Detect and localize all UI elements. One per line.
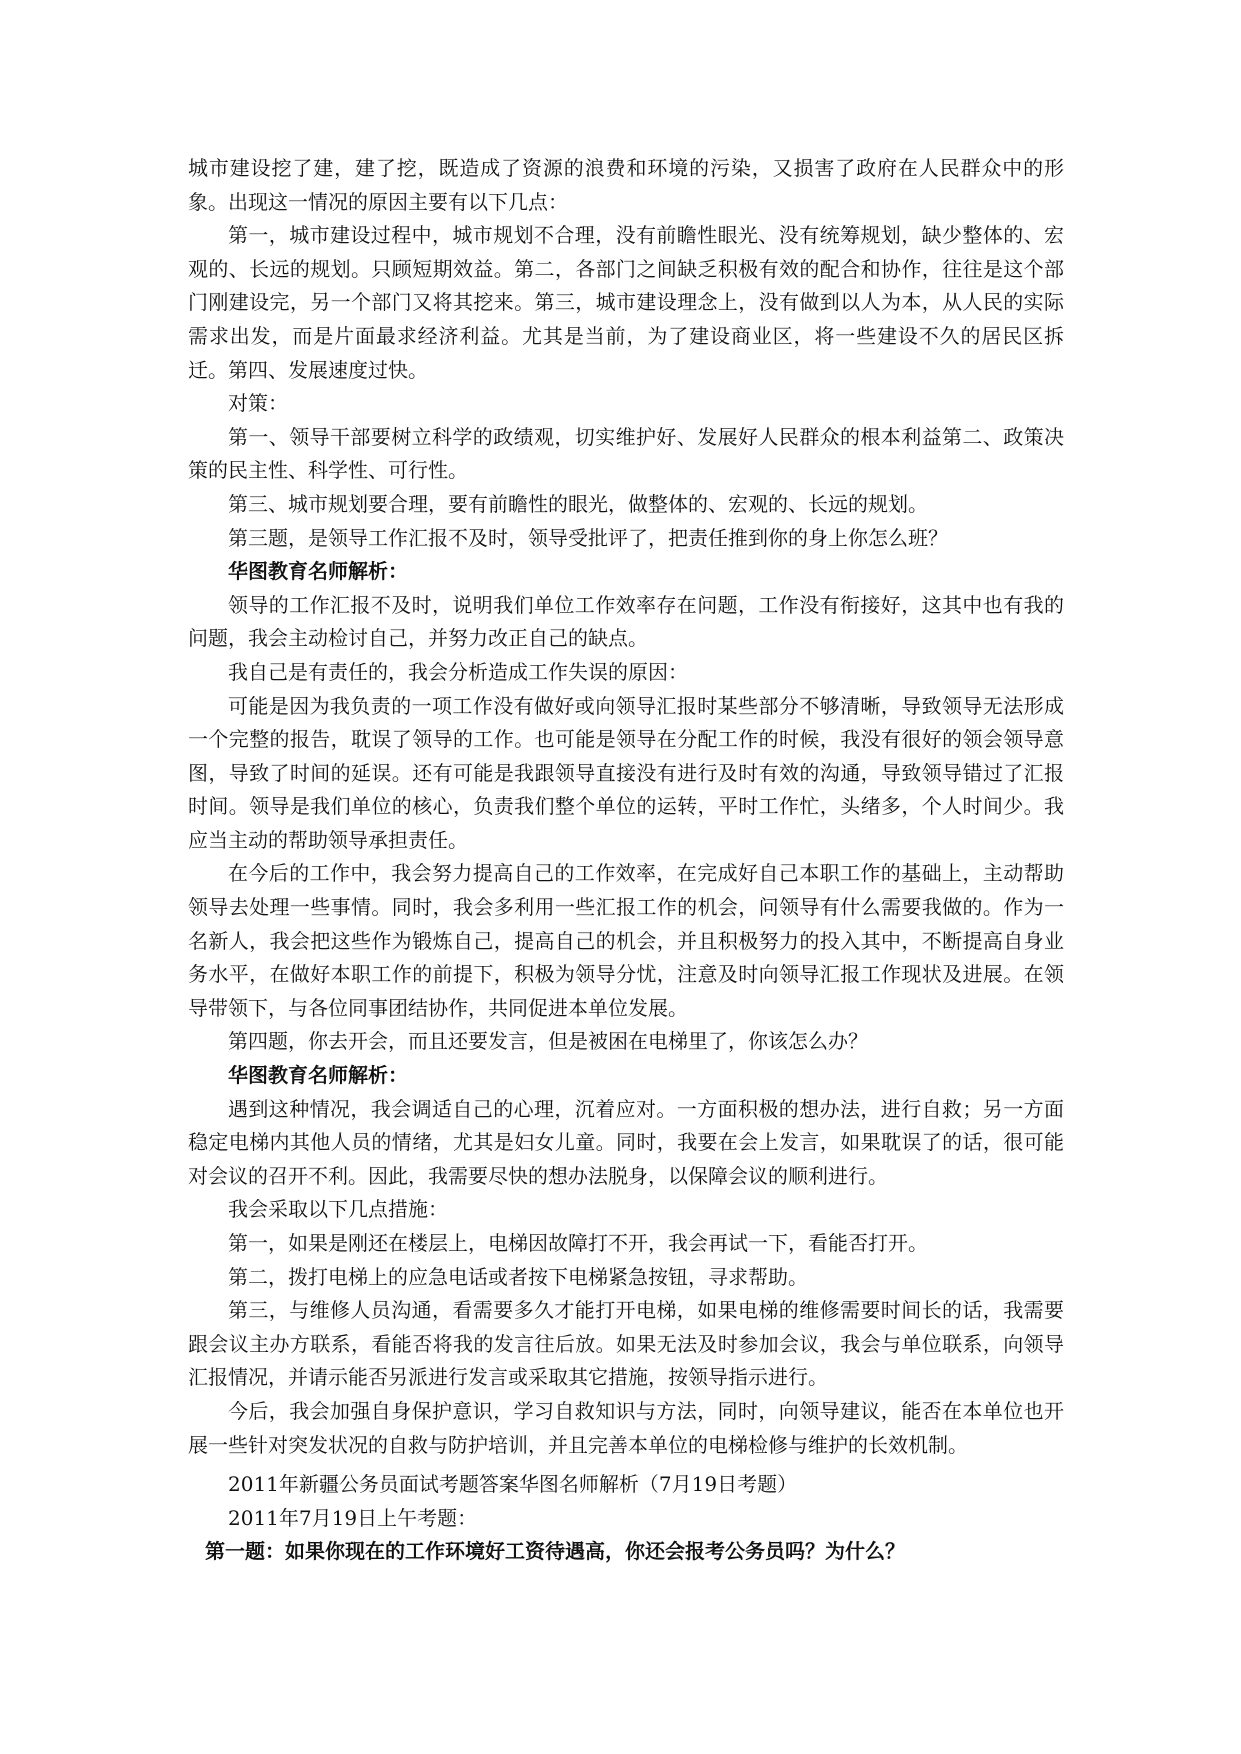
question-3: 第三题，是领导工作汇报不及时，领导受批评了，把责任推到你的身上你怎么班？ [228,525,948,550]
paragraph-2: 第一，城市建设过程中，城市规划不合理，没有前瞻性眼光、没有统筹规划，缺少整体的、宏观的、长远的规划。只顾短期效益。第二，各部门之间缺乏积极有效的配合和协作，往往是这个部门刚建设完，另一个部门又将其挖来。第三，城市建设理念上，没有做到以人为本，从人民的实际需求出发，而是片面最求经济利益。尤其是当前，为了建设商业区，将一些建设不久的居民区拆迁。第四、发展速度过快。 [188,223,1064,382]
paragraph-16: 第一，如果是刚还在楼层上，电梯因故障打不开，我会再试一下，看能否打开。 [228,1231,928,1255]
analysis-heading-2: 华图教育名师解析： [228,1063,408,1088]
analysis-heading-1: 华图教育名师解析： [228,559,408,584]
paragraph-1: 城市建设挖了建，建了挖，既造成了资源的浪费和环境的污染，又损害了政府在人民群众中的形象。出现这一情况的原因主要有以下几点： [188,156,1064,214]
paragraph-3: 对策： [228,391,288,416]
paragraph-4: 第一、领导干部要树立科学的政绩观，切实维护好、发展好人民群众的根本利益第二、政策决策的民主性、科学性、可行性。 [188,424,1064,483]
paragraph-10: 可能是因为我负责的一项工作没有做好或向领导汇报时某些部分不够清晰，导致领导无法形成一个完整的报告，耽误了领导的工作。也可能是领导在分配工作的时候，我没有很好的领会领导意图，导致了时间的延误。还有可能是我跟领导直接没有进行及时有效的沟通，导致领导错过了汇报时间。领导是我们单位的核心，负责我们整个单位的运转，平时工作忙，头绪多，个人时间少。我应当主动的帮助领导承担责任。 [188,693,1064,852]
paragraph-8: 领导的工作汇报不及时，说明我们单位工作效率存在问题，工作没有衔接好，这其中也有我的问题，我会主动检讨自己，并努力改正自己的缺点。 [188,592,1064,651]
document-page [188,152,1064,1569]
question-4: 第四题，你去开会，而且还要发言，但是被困在电梯里了，你该怎么办？ [228,1029,868,1054]
question-1-heading: 第一题：如果你现在的工作环境好工资待遇高，你还会报考公务员吗？为什么？ [205,1539,905,1564]
paragraph-18: 第三，与维修人员沟通，看需要多久才能打开电梯，如果电梯的维修需要时间长的话，我需要跟会议主办方联系，看能否将我的发言往后放。如果无法及时参加会议，我会与单位联系，向领导汇报情况，并请示能否另派进行发言或采取其它措施，按领导指示进行。 [188,1298,1064,1390]
paragraph-17: 第二，拨打电梯上的应急电话或者按下电梯紧急按钮，寻求帮助。 [228,1264,808,1289]
exam-date-line: 2011年7月19日上午考题： [228,1505,478,1530]
paragraph-5: 第三、城市规划要合理，要有前瞻性的眼光，做整体的、宏观的、长远的规划。 [228,491,928,516]
paragraph-14: 遇到这种情况，我会调适自己的心理，沉着应对。一方面积极的想办法，进行自救；另一方面稳定电梯内其他人员的情绪，尤其是妇女儿童。同时，我要在会上发言，如果耽误了的话，很可能对会议的召开不利。因此，我需要尽快的想办法脱身，以保障会议的顺利进行。 [188,1096,1064,1188]
paragraph-11: 在今后的工作中，我会努力提高自己的工作效率，在完成好自己本职工作的基础上，主动帮助领导去处理一些事情。同时，我会多利用一些汇报工作的机会，问领导有什么需要我做的。作为一名新人，我会把这些作为锻炼自己，提高自己的机会，并且积极努力的投入其中，不断提高自身业务水平，在做好本职工作的前提下，积极为领导分忧，注意及时向领导汇报工作现状及进展。在领导带领下，与各位同事团结协作，共同促进本单位发展。 [188,861,1064,1020]
section-title: 2011年新疆公务员面试考题答案华图名师解析（7月19日考题） [228,1472,798,1497]
paragraph-15: 我会采取以下几点措施： [228,1197,448,1222]
paragraph-19: 今后，我会加强自身保护意识，学习自救知识与方法，同时，向领导建议，能否在本单位也开展一些针对突发状况的自救与防护培训，并且完善本单位的电梯检修与维护的长效机制。 [188,1398,1064,1457]
paragraph-9: 我自己是有责任的，我会分析造成工作失误的原因： [228,659,688,684]
